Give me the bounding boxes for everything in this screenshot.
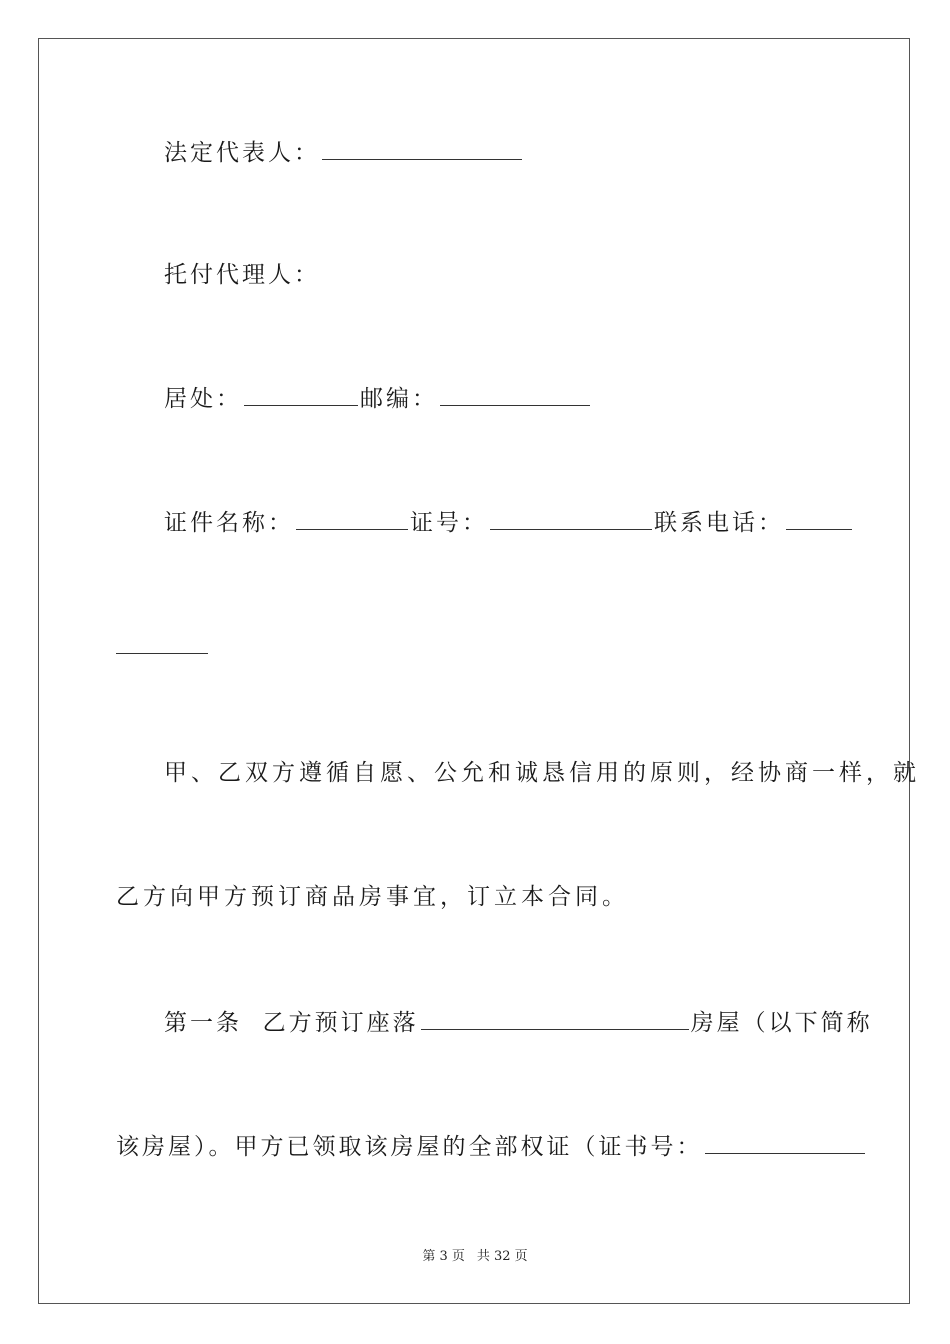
- id-line: [164, 508, 854, 538]
- id-name-label: 证件名称：: [164, 510, 294, 536]
- article-1-line-1: [164, 1008, 873, 1038]
- paragraph-1-text-2: 乙方向甲方预订商品房事宜，订立本合同。: [116, 884, 629, 910]
- article-1-line-2: [116, 1132, 867, 1162]
- article-1-suffix: 房屋（以下简称: [690, 1010, 873, 1036]
- id-number-blank: [490, 509, 652, 530]
- article-1-prefix: 第一条 乙方预订座落: [164, 1010, 419, 1036]
- phone-blank-continued: [116, 633, 208, 654]
- article-1-location-blank: [421, 1009, 689, 1030]
- id-name-blank: [296, 509, 408, 530]
- paragraph-1-text-1: 甲、乙双方遵循自愿、公允和诚恳信用的原则，经协商一样，就: [164, 760, 920, 786]
- certificate-number-blank: [705, 1133, 865, 1154]
- page-total: 共 32 页: [476, 1249, 528, 1264]
- id-number-label: 证号：: [410, 510, 488, 536]
- postcode-blank: [440, 385, 590, 406]
- agent-line: [164, 260, 320, 290]
- page-footer: [0, 1248, 950, 1266]
- legal-representative-blank: [322, 139, 522, 160]
- page-frame: [38, 38, 910, 1304]
- residence-blank: [244, 385, 358, 406]
- legal-representative-label: 法定代表人：: [164, 140, 320, 166]
- legal-representative-line: [164, 138, 524, 168]
- paragraph-1-line-2: [116, 882, 629, 912]
- residence-label: 居处：: [164, 386, 242, 412]
- phone-continuation-line: [116, 632, 210, 662]
- paragraph-1-line-1: [164, 758, 920, 788]
- page-number: 第 3 页: [422, 1249, 465, 1264]
- postcode-label: 邮编：: [360, 386, 438, 412]
- article-1-text-2: 该房屋）。甲方已领取该房屋的全部权证（证书号：: [116, 1134, 703, 1160]
- phone-blank: [786, 509, 852, 530]
- agent-label: 托付代理人：: [164, 262, 320, 288]
- residence-line: [164, 384, 592, 414]
- phone-label: 联系电话：: [654, 510, 784, 536]
